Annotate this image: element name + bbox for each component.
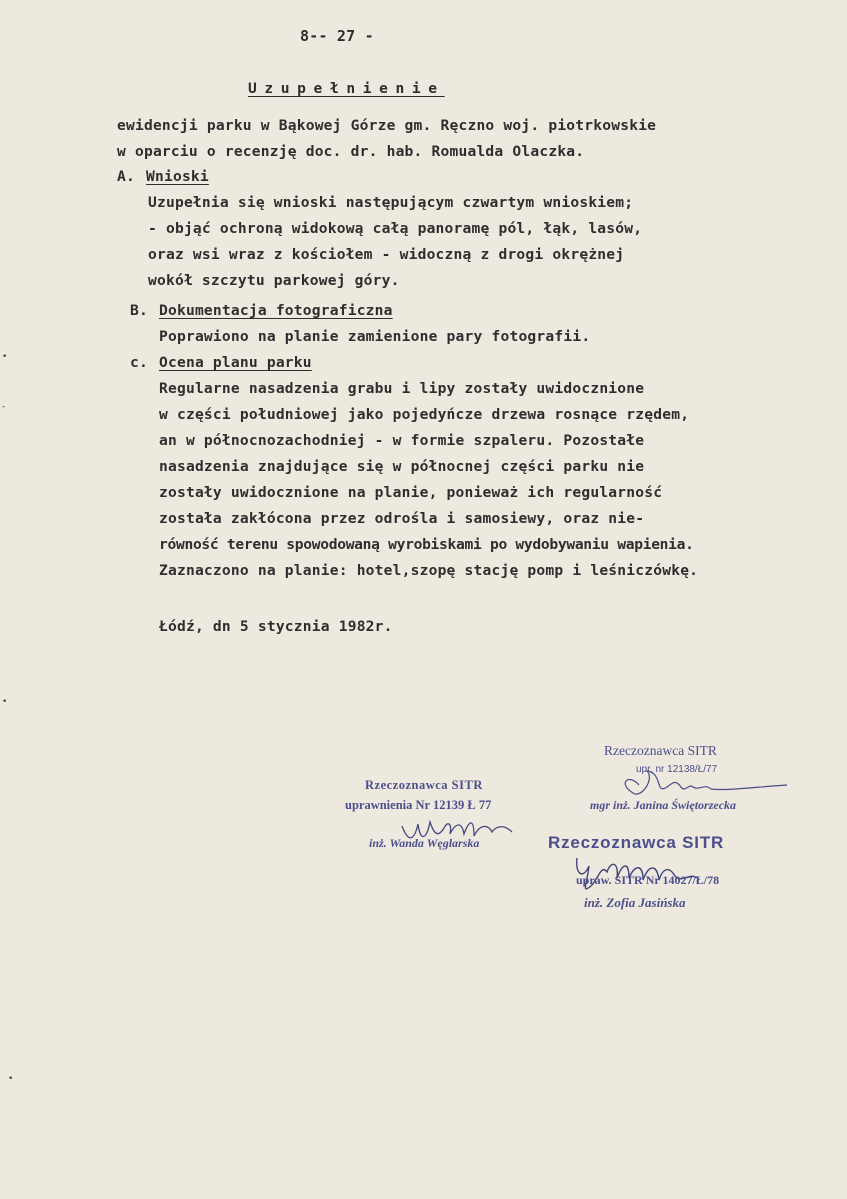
- signature-left: [400, 812, 520, 852]
- section-b-line: Poprawiono na planie zamienione pary fotografii.: [159, 328, 591, 345]
- section-b-heading: Dokumentacja fotograficzna: [159, 302, 393, 319]
- section-c-line: równość terenu spowodowaną wyrobiskami po wydobywaniu wapienia.: [159, 536, 694, 553]
- section-c-heading: Ocena planu parku: [159, 354, 312, 371]
- stamp-right-top-name: mgr inż. Janina Świętorzecka: [590, 798, 737, 812]
- section-a-line: - objąć ochroną widokową całą panoramę pól, łąk, lasów,: [148, 220, 643, 237]
- section-c-line: an w północnozachodniej - w formie szpaleru. Pozostałe: [159, 432, 645, 449]
- section-c-line: Zaznaczono na planie: hotel,szopę stację pomp i leśniczówkę.: [159, 562, 699, 579]
- stamp-right-top-line2: upr. nr 12138/Ł/77: [636, 764, 718, 775]
- section-a-heading: Wnioski: [146, 168, 209, 185]
- stamp-right-bottom-title: Rzeczoznawca SITR: [548, 833, 725, 852]
- stamp-right-bottom-name: inż. Zofia Jasińska: [584, 895, 686, 910]
- section-c-line: Regularne nasadzenia grabu i lipy zostały uwidocznione: [159, 380, 645, 397]
- section-a-line: Uzupełnia się wnioski następującym czwartym wnioskiem;: [148, 194, 634, 211]
- section-b-marker: B.: [130, 302, 148, 319]
- stamp-left-line2: uprawnienia Nr 12139 Ł 77: [345, 798, 492, 812]
- signature-right-top: [615, 765, 795, 805]
- section-c-marker: c.: [130, 354, 148, 371]
- section-a-marker: A.: [117, 168, 135, 185]
- section-c-line: w części południowej jako pojedyńcze drzewa rosnące rzędem,: [159, 406, 690, 423]
- signature-right-bottom: [565, 850, 705, 900]
- margin-mark: •: [2, 697, 8, 707]
- section-a-line: wokół szczytu parkowej góry.: [148, 272, 400, 289]
- stamp-left-name: inż. Wanda Węglarska: [369, 836, 480, 850]
- page-number: 8-- 27 -: [300, 27, 374, 45]
- document-title: Uzupełnienie: [248, 80, 445, 97]
- margin-mark: •: [8, 1074, 14, 1084]
- place-date: Łódź, dn 5 stycznia 1982r.: [159, 618, 393, 635]
- section-c-line: została zakłócona przez odrośla i samosiewy, oraz nie-: [159, 510, 645, 527]
- stamp-left-title: Rzeczoznawca SITR: [365, 778, 483, 792]
- stamp-right-bottom-line2: upraw. SITR Nr 14027/Ł/78: [576, 873, 720, 887]
- margin-mark: •: [2, 352, 8, 362]
- intro-line-1: ewidencji parku w Bąkowej Górze gm. Ręczno woj. piotrkowskie: [117, 117, 657, 134]
- section-a-line: oraz wsi wraz z kościołem - widoczną z drogi okrężnej: [148, 246, 625, 263]
- stamp-right-top-title: Rzeczoznawca SITR: [604, 743, 717, 758]
- margin-mark: -: [2, 402, 6, 412]
- section-c-line: nasadzenia znajdujące się w północnej części parku nie: [159, 458, 645, 475]
- section-c-line: zostały uwidocznione na planie, ponieważ ich regularność: [159, 484, 663, 501]
- intro-line-2: w oparciu o recenzję doc. dr. hab. Romualda Olaczka.: [117, 143, 585, 160]
